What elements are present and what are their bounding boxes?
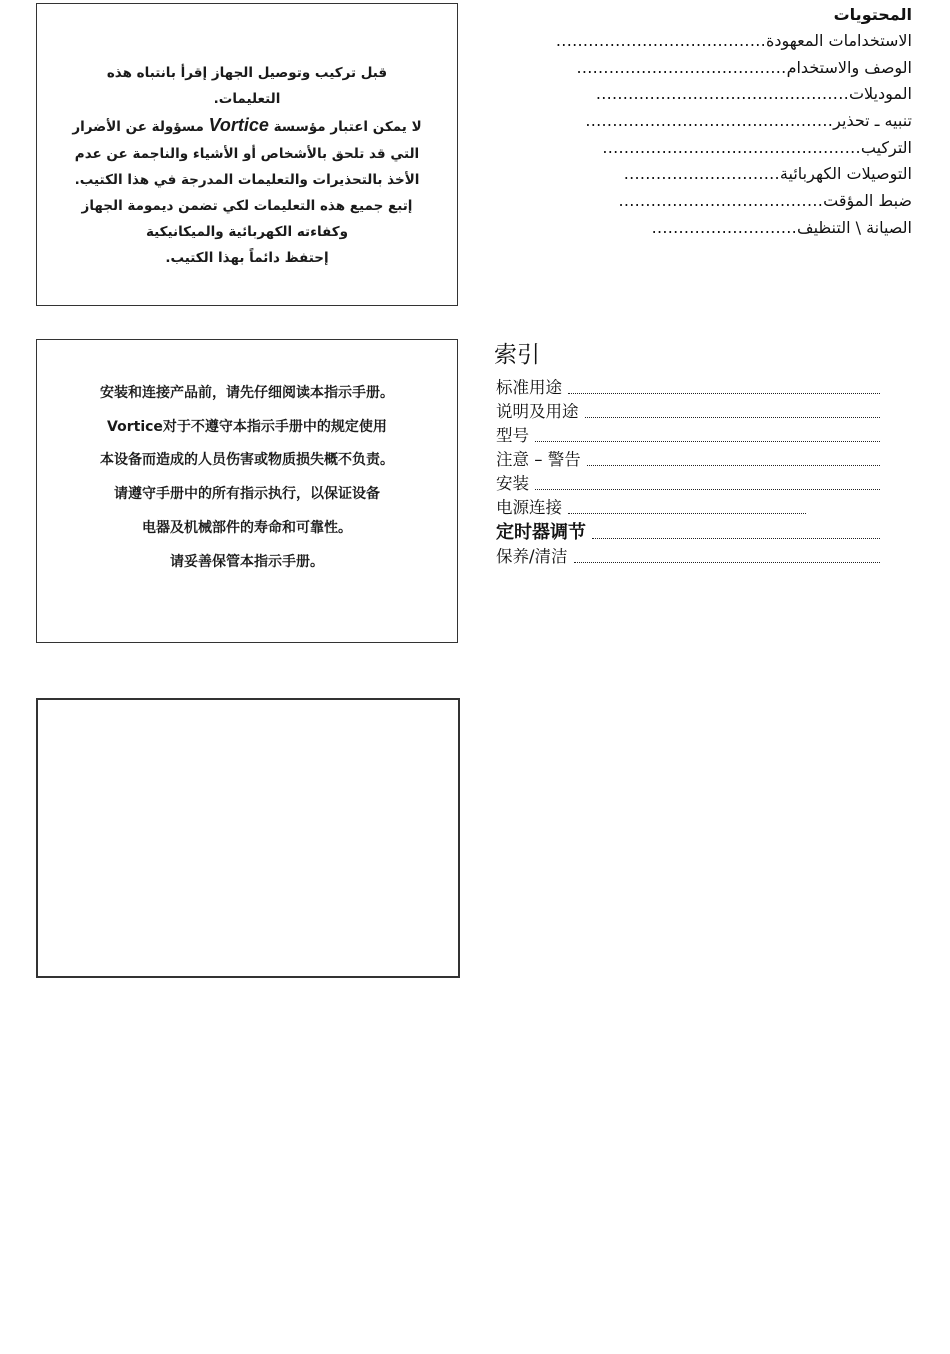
arabic-contents-label: الصيانة \ التنظيف xyxy=(797,217,912,237)
chinese-index-label: 电源连接 xyxy=(496,498,562,517)
arabic-contents-item xyxy=(512,188,914,215)
arabic-contents-label: الموديلات xyxy=(848,84,912,104)
arabic-notice-segment: مسؤولة عن الأضرار xyxy=(72,119,209,136)
chinese-index-item xyxy=(496,496,880,520)
arabic-contents-label: التوصيلات الكهربائية xyxy=(779,164,912,184)
chinese-index-label: 定时器调节 xyxy=(496,522,586,543)
arabic-contents-item xyxy=(512,28,914,55)
arabic-notice-text xyxy=(55,60,439,272)
arabic-notice-line: التعليمات. xyxy=(213,91,281,108)
dot-leader xyxy=(587,465,880,466)
chinese-index-item xyxy=(496,520,880,545)
arabic-contents-label: التركيب xyxy=(860,137,912,157)
arabic-contents-label: الوصف والاستخدام xyxy=(786,57,912,77)
arabic-notice-box xyxy=(36,3,458,306)
dot-leader: ....................................... xyxy=(576,57,787,77)
arabic-notice-line: قبل تركيب وتوصيل الجهاز إقرأ بانتباه هذه xyxy=(106,65,388,81)
dot-leader xyxy=(535,489,880,490)
dot-leader xyxy=(568,513,806,514)
chinese-notice-line: 本设备而造成的人员伤害或物质损失概不负责。 xyxy=(100,452,394,469)
chinese-index xyxy=(496,376,880,569)
arabic-contents-item xyxy=(512,215,914,242)
chinese-index-label: 注意 – 警告 xyxy=(496,450,581,469)
arabic-contents-item xyxy=(512,81,914,108)
dot-leader: ...................................... xyxy=(618,191,824,211)
chinese-index-label: 说明及用途 xyxy=(496,402,579,421)
chinese-index-item xyxy=(496,376,880,400)
chinese-index-title: 索引 xyxy=(494,342,540,368)
dot-leader: ................................................ xyxy=(602,137,861,157)
chinese-index-item xyxy=(496,400,880,424)
arabic-contents-label: تنبيه ـ تحذير xyxy=(833,111,912,131)
arabic-contents-label: ضبط المؤقت xyxy=(823,191,912,211)
dot-leader: ............................. xyxy=(623,164,780,184)
arabic-notice-line: إحتفظ دائماً بهذا الكتيب. xyxy=(165,250,329,267)
chinese-index-item xyxy=(496,448,880,472)
arabic-notice-line: الأخذ بالتحذيرات والتعليمات المدرجة في هذا الكتيب. xyxy=(74,171,420,188)
chinese-notice-line: Vortice对于不遵守本指示手册中的规定使用 xyxy=(107,418,387,435)
chinese-index-label: 安装 xyxy=(496,474,529,493)
arabic-notice-line: وكفاءته الكهربائية والميكانيكية xyxy=(145,224,349,241)
chinese-notice-line: 请遵守手册中的所有指示执行，以保证设备 xyxy=(114,486,380,503)
brand-name: Vortice xyxy=(208,115,269,136)
chinese-notice-line: 请妥善保管本指示手册。 xyxy=(170,553,324,570)
arabic-contents-item xyxy=(512,161,914,188)
dot-leader xyxy=(568,393,880,394)
arabic-notice-line: إتبع جميع هذه التعليمات لكي تضمن ديمومة الجهاز xyxy=(81,198,413,215)
chinese-index-label: 保养/清洁 xyxy=(496,547,568,566)
chinese-index-item xyxy=(496,545,880,569)
dot-leader xyxy=(592,538,880,539)
chinese-notice-line: 电器及机械部件的寿命和可靠性。 xyxy=(142,519,352,536)
dot-leader xyxy=(574,562,880,563)
chinese-index-label: 型号 xyxy=(496,426,529,445)
dot-leader xyxy=(585,417,881,418)
chinese-index-item xyxy=(496,424,880,448)
arabic-contents xyxy=(512,2,914,242)
chinese-notice-line: 安装和连接产品前，请先仔细阅读本指示手册。 xyxy=(100,385,394,401)
arabic-contents-label: الاستخدامات المعهودة xyxy=(765,31,912,50)
arabic-contents-title: المحتويات xyxy=(833,5,912,24)
dot-leader: .............................................. xyxy=(585,111,834,131)
arabic-contents-item xyxy=(512,135,914,162)
blank-notice-box xyxy=(36,698,460,978)
arabic-notice-segment: لا يمكن اعتبار مؤسسة xyxy=(268,119,422,136)
arabic-notice-line-brand xyxy=(55,112,439,140)
arabic-contents-item xyxy=(512,108,914,135)
dot-leader: ............................................... xyxy=(595,84,849,104)
arabic-notice-line: التي قد تلحق بالأشخاص أو الأشياء والناجمة عن عدم xyxy=(74,145,420,162)
dot-leader: ....................................... xyxy=(555,31,766,50)
arabic-contents-item xyxy=(512,55,914,82)
chinese-notice-text xyxy=(47,377,447,579)
dot-leader: ........................... xyxy=(651,217,798,237)
chinese-index-item xyxy=(496,472,880,496)
dot-leader xyxy=(535,441,880,442)
chinese-index-label: 标准用途 xyxy=(496,378,562,397)
chinese-notice-box xyxy=(36,339,458,643)
